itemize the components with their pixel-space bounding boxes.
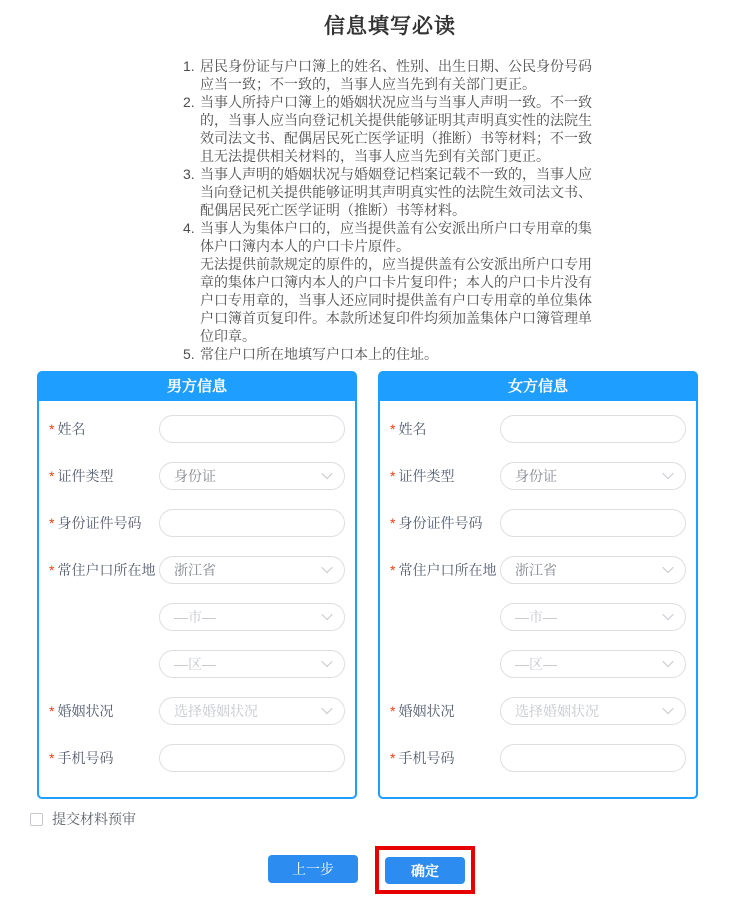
chevron-down-icon bbox=[321, 561, 332, 572]
form-row bbox=[49, 650, 345, 678]
forms-container bbox=[37, 371, 733, 799]
male-phone-input[interactable] bbox=[159, 744, 345, 772]
form-row bbox=[49, 603, 345, 631]
label-text: 姓名 bbox=[398, 421, 427, 437]
male-province-select[interactable] bbox=[159, 556, 345, 584]
chevron-down-icon bbox=[662, 655, 673, 666]
label-text: 身份证件号码 bbox=[398, 515, 483, 531]
female-panel-body bbox=[380, 401, 696, 797]
confirm-button[interactable]: 确定 bbox=[385, 857, 465, 884]
female-city-select[interactable] bbox=[500, 603, 686, 631]
required-mark: * bbox=[49, 515, 55, 531]
label-text: 婚姻状况 bbox=[57, 703, 114, 719]
id-type-label bbox=[390, 466, 500, 486]
residence-label bbox=[49, 560, 159, 580]
chevron-down-icon bbox=[662, 467, 673, 478]
form-row bbox=[390, 744, 686, 772]
instruction-item bbox=[183, 93, 597, 165]
label-text: 手机号码 bbox=[398, 750, 455, 766]
form-row bbox=[390, 556, 686, 584]
select-value: 身份证 bbox=[515, 468, 557, 484]
male-info-panel bbox=[37, 371, 357, 799]
female-name-input[interactable] bbox=[500, 415, 686, 443]
chevron-down-icon bbox=[662, 608, 673, 619]
required-mark: * bbox=[390, 703, 396, 719]
form-row bbox=[49, 415, 345, 443]
male-panel-body bbox=[39, 401, 355, 797]
required-mark: * bbox=[390, 515, 396, 531]
preview-checkbox-row bbox=[30, 811, 733, 827]
required-mark: * bbox=[49, 750, 55, 766]
required-mark: * bbox=[49, 421, 55, 437]
male-name-input[interactable] bbox=[159, 415, 345, 443]
label-text: 证件类型 bbox=[398, 468, 455, 484]
instruction-item bbox=[183, 165, 597, 219]
required-mark: * bbox=[49, 468, 55, 484]
action-buttons-row bbox=[0, 846, 733, 894]
male-id-type-select[interactable] bbox=[159, 462, 345, 490]
select-value: 浙江省 bbox=[515, 562, 557, 578]
select-placeholder: —市— bbox=[515, 609, 557, 625]
select-value: 身份证 bbox=[174, 468, 216, 484]
select-placeholder: —区— bbox=[515, 656, 557, 672]
select-placeholder: —区— bbox=[174, 656, 216, 672]
label-text: 婚姻状况 bbox=[398, 703, 455, 719]
required-mark: * bbox=[49, 703, 55, 719]
male-panel-header: 男方信息 bbox=[39, 373, 355, 401]
select-placeholder: —市— bbox=[174, 609, 216, 625]
instruction-text: 当事人声明的婚姻状况与婚姻登记档案记载不一致的，当事人应当向登记机关提供能够证明其声明真实性的法院生效司法文书、配偶居民死亡医学证明（推断）书等材料。 bbox=[200, 166, 592, 218]
phone-label bbox=[390, 748, 500, 768]
female-panel-header: 女方信息 bbox=[380, 373, 696, 401]
form-row bbox=[49, 556, 345, 584]
male-district-select[interactable] bbox=[159, 650, 345, 678]
previous-step-button[interactable]: 上一步 bbox=[268, 855, 358, 883]
instruction-text: 常住户口所在地填写户口本上的住址。 bbox=[200, 346, 438, 362]
male-marital-status-select[interactable] bbox=[159, 697, 345, 725]
label-text: 证件类型 bbox=[57, 468, 114, 484]
id-number-label bbox=[49, 513, 159, 533]
female-id-number-input[interactable] bbox=[500, 509, 686, 537]
chevron-down-icon bbox=[321, 655, 332, 666]
form-row bbox=[49, 509, 345, 537]
instruction-item bbox=[183, 219, 597, 345]
female-province-select[interactable] bbox=[500, 556, 686, 584]
chevron-down-icon bbox=[321, 467, 332, 478]
label-text: 手机号码 bbox=[57, 750, 114, 766]
form-row bbox=[49, 744, 345, 772]
form-row bbox=[390, 462, 686, 490]
form-row bbox=[390, 415, 686, 443]
preview-checkbox-label: 提交材料预审 bbox=[52, 811, 136, 827]
female-id-type-select[interactable] bbox=[500, 462, 686, 490]
instructions-list bbox=[183, 57, 597, 363]
phone-label bbox=[49, 748, 159, 768]
preview-checkbox[interactable] bbox=[30, 813, 43, 826]
instruction-item bbox=[183, 345, 597, 363]
male-id-number-input[interactable] bbox=[159, 509, 345, 537]
required-mark: * bbox=[49, 562, 55, 578]
select-value: 浙江省 bbox=[174, 562, 216, 578]
name-label bbox=[390, 419, 500, 439]
confirm-highlight-box bbox=[375, 846, 475, 894]
name-label bbox=[49, 419, 159, 439]
instruction-text: 当事人为集体户口的，应当提供盖有公安派出所户口专用章的集体户口簿内本人的户口卡片原件。 bbox=[200, 220, 592, 254]
label-text: 常住户口所在地 bbox=[398, 562, 497, 578]
select-placeholder: 选择婚姻状况 bbox=[515, 703, 599, 719]
female-marital-status-select[interactable] bbox=[500, 697, 686, 725]
chevron-down-icon bbox=[321, 702, 332, 713]
id-type-label bbox=[49, 466, 159, 486]
form-row bbox=[390, 650, 686, 678]
instruction-text: 当事人所持户口簿上的婚姻状况应当与当事人声明一致。不一致的，当事人应当向登记机关提供能够证明其声明真实性的法院生效司法文书、配偶居民死亡医学证明（推断）书等材料；不一致且无法提供相关材料的，当事人应当先到有关部门更正。 bbox=[200, 94, 592, 164]
form-row bbox=[390, 697, 686, 725]
form-row bbox=[390, 603, 686, 631]
form-row bbox=[390, 509, 686, 537]
required-mark: * bbox=[390, 421, 396, 437]
chevron-down-icon bbox=[662, 702, 673, 713]
required-mark: * bbox=[390, 562, 396, 578]
id-number-label bbox=[390, 513, 500, 533]
required-mark: * bbox=[390, 468, 396, 484]
residence-label bbox=[390, 560, 500, 580]
label-text: 身份证件号码 bbox=[57, 515, 142, 531]
instruction-text: 居民身份证与户口簿上的姓名、性别、出生日期、公民身份号码应当一致；不一致的，当事人应当先到有关部门更正。 bbox=[200, 58, 592, 92]
female-phone-input[interactable] bbox=[500, 744, 686, 772]
chevron-down-icon bbox=[662, 561, 673, 572]
select-placeholder: 选择婚姻状况 bbox=[174, 703, 258, 719]
form-row bbox=[49, 697, 345, 725]
instruction-text: 无法提供前款规定的原件的，应当提供盖有公安派出所户口专用章的集体户口簿内本人的户口卡片复印件；本人的户口卡片没有户口专用章的，当事人还应同时提供盖有户口专用章的单位集体户口簿首页复印件。本款所述复印件均须加盖集体户口簿管理单位印章。 bbox=[200, 256, 592, 344]
form-row bbox=[49, 462, 345, 490]
marital-status-label bbox=[49, 701, 159, 721]
label-text: 姓名 bbox=[57, 421, 86, 437]
female-info-panel bbox=[378, 371, 698, 799]
required-mark: * bbox=[390, 750, 396, 766]
female-district-select[interactable] bbox=[500, 650, 686, 678]
male-city-select[interactable] bbox=[159, 603, 345, 631]
chevron-down-icon bbox=[321, 608, 332, 619]
instruction-item bbox=[183, 57, 597, 93]
label-text: 常住户口所在地 bbox=[57, 562, 156, 578]
marital-status-label bbox=[390, 701, 500, 721]
page-title: 信息填写必读 bbox=[324, 15, 456, 38]
